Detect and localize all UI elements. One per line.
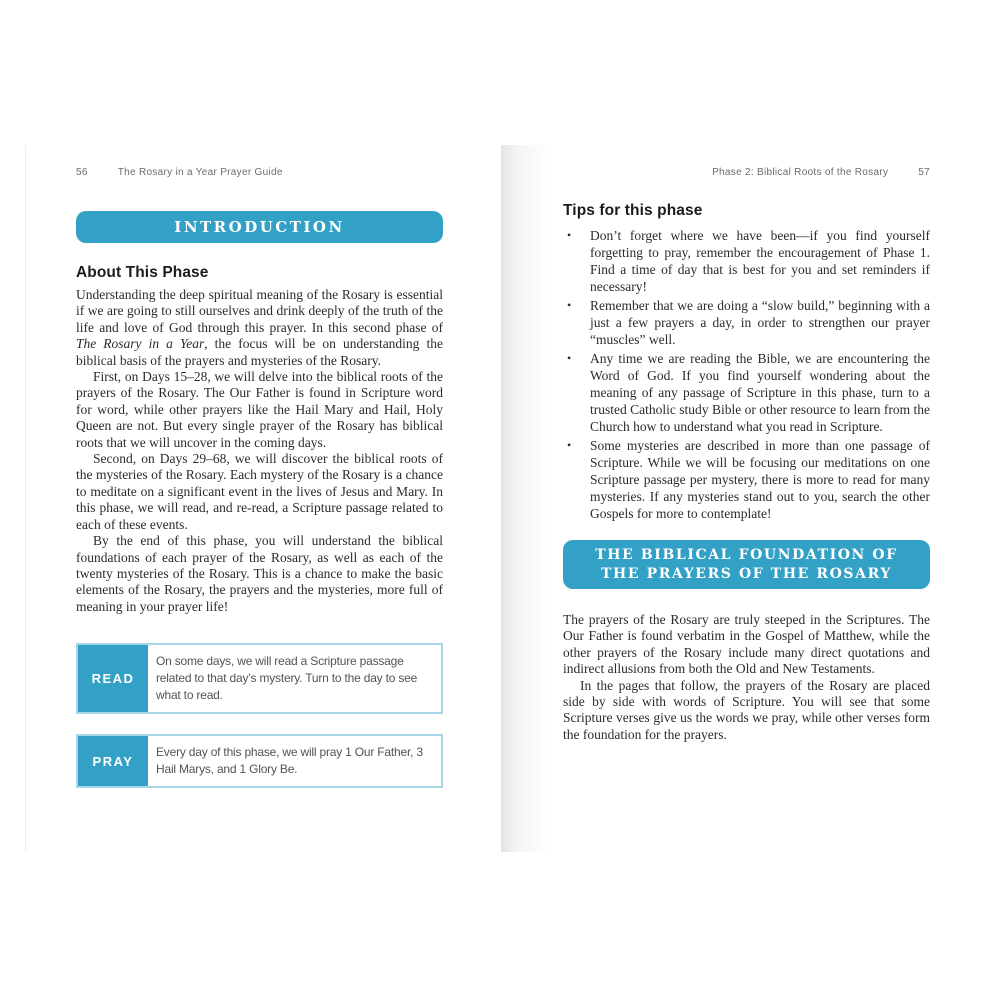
page-number: 56	[76, 167, 88, 178]
tip-text: Remember that we are doing a “slow build,” beginning with a just a few prayers a day, in order to strengthen our prayer “muscles” well.	[590, 298, 930, 347]
bullet-icon: •	[567, 228, 572, 242]
tip-item	[563, 350, 930, 435]
bullet-icon: •	[567, 298, 572, 312]
paragraph	[76, 369, 443, 451]
text-run: First, on Days 15–28, we will delve into the biblical roots of the prayers of the Rosary. The Our Father is found in Scripture word for word, while other prayers like the Hail Mary and Hail, Holy Queen are not. But every single prayer of the Rosary has biblical roots that we will uncover in the coming days.	[76, 369, 443, 450]
callout-box-read	[76, 643, 443, 714]
callout-text: On some days, we will read a Scripture passage related to that day’s mystery. Turn to the day to see what to read.	[156, 654, 418, 703]
running-header-right	[563, 167, 930, 178]
page-left	[25, 145, 501, 852]
tip-item	[563, 437, 930, 522]
callout-boxes	[76, 643, 443, 788]
page-number: 57	[918, 167, 930, 178]
callout-label: READ	[78, 645, 148, 712]
paragraph	[76, 287, 443, 369]
paragraph	[76, 533, 443, 615]
introduction-banner: INTRODUCTION	[76, 211, 443, 243]
paragraph	[76, 451, 443, 533]
paragraph	[563, 678, 930, 744]
page-right	[501, 145, 975, 852]
text-run: By the end of this phase, you will understand the biblical foundations of each prayer of the Rosary, as well as each of the twenty mysteries of the Rosary. This is a chance to make the basic elements of the Rosary, the prayers and the mysteries, more full of meaning in your prayer life!	[76, 533, 443, 614]
tip-text: Some mysteries are described in more than one passage of Scripture. While we will be focusing our meditations on one Scripture passage per mystery, there is more to read for many mysteries. If any mysteries stand out to you, search the other Gospels for more to contemplate!	[590, 438, 930, 521]
body-paragraphs-right	[563, 612, 930, 743]
callout-box-pray	[76, 734, 443, 788]
running-title: The Rosary in a Year Prayer Guide	[117, 167, 283, 178]
tip-text: Don’t forget where we have been—if you find yourself forgetting to pray, remember the encouragement of Phase 1. Find a time of day that is best for you and set reminders if necessary!	[590, 228, 930, 294]
running-title: Phase 2: Biblical Roots of the Rosary	[712, 167, 889, 178]
italic-text: The Rosary in a Year	[76, 336, 205, 352]
running-header-left	[76, 167, 443, 178]
section-heading-tips: Tips for this phase	[563, 202, 703, 219]
tip-item	[563, 227, 930, 295]
tips-list	[563, 227, 930, 522]
text-run: In the pages that follow, the prayers of the Rosary are placed side by side with words of Scripture. You will see that some Scripture verses give us the words we pray, while other verses form the foundation for the prayers.	[563, 677, 930, 742]
text-run: The prayers of the Rosary are truly steeped in the Scriptures. The Our Father is found verbatim in the Gospel of Matthew, while the other prayers of the Rosary include many direct quotations and indirect allusions from both the Old and New Testaments.	[563, 612, 930, 677]
biblical-foundation-banner: THE BIBLICAL FOUNDATION OF THE PRAYERS OF THE ROSARY	[563, 540, 930, 589]
callout-text: Every day of this phase, we will pray 1 Our Father, 3 Hail Marys, and 1 Glory Be.	[156, 745, 423, 777]
callout-label: PRAY	[78, 736, 148, 786]
text-run: , the focus will be on understanding the biblical basis of the prayers and mysteries of the Rosary.	[76, 336, 443, 368]
page-right-content	[501, 145, 975, 852]
bullet-icon: •	[567, 351, 572, 365]
tip-text: Any time we are reading the Bible, we are encountering the Word of God. If you find yourself wondering about the meaning of any passage of Scripture in this phase, turn to a trusted Catholic study Bible or other resource to learn from the Church how to understand what you read in Scripture.	[590, 351, 930, 434]
section-heading-about: About This Phase	[76, 264, 209, 281]
body-paragraphs-left	[76, 287, 443, 615]
bullet-icon: •	[567, 438, 572, 452]
tip-item	[563, 297, 930, 348]
text-run: Understanding the deep spiritual meaning of the Rosary is essential if we are going to still ourselves and drink deeply of the truth of the life and love of God through this prayer. In this second phase of	[76, 287, 443, 335]
page-left-content	[26, 145, 501, 852]
text-run: Second, on Days 29–68, we will discover the biblical roots of the mysteries of the Rosary. Each mystery of the Rosary is a chance to meditate on a significant event in the lives of Jesus and Mary. In this phase, we will read, and re-read, a Scripture passage related to each of these events.	[76, 451, 443, 532]
paragraph	[563, 612, 930, 678]
